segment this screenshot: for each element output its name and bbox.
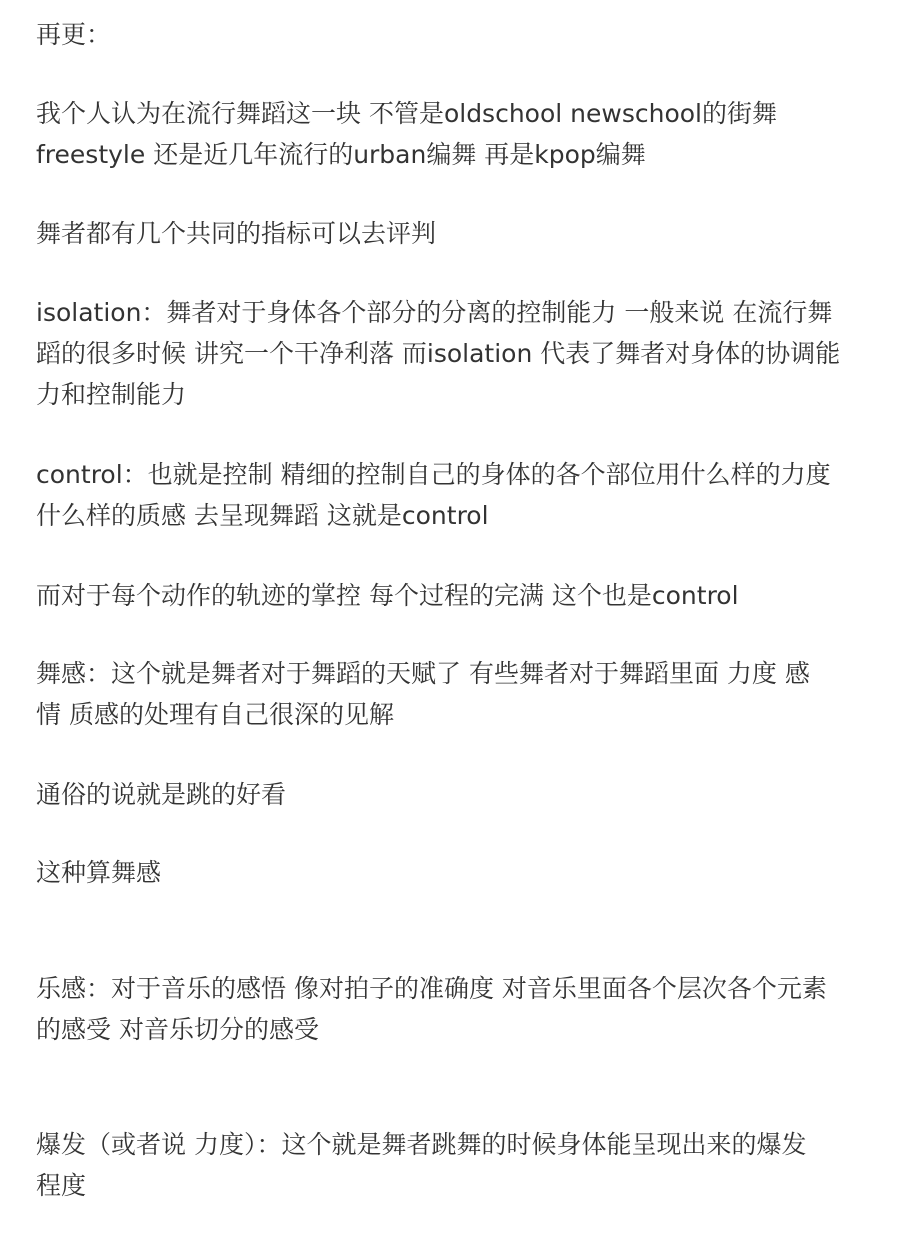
paragraph-dance-feel-note: [36, 852, 870, 893]
text-line: 乐感：对于音乐的感悟 像对拍子的准确度 对音乐里面各个层次各个元素: [36, 974, 827, 1003]
text-line: 通俗的说就是跳的好看: [36, 780, 287, 809]
text-line: 这种算舞感: [36, 858, 162, 887]
paragraph-musicality: [36, 968, 870, 1050]
text-line: 爆发（或者说 力度）：这个就是舞者跳舞的时候身体能呈现出来的爆发: [36, 1130, 807, 1159]
text-line: 舞感：这个就是舞者对于舞蹈的天赋了 有些舞者对于舞蹈里面 力度 感: [36, 659, 810, 688]
paragraph-criteria: [36, 213, 870, 254]
paragraph-control: [36, 454, 870, 536]
text-line: isolation：舞者对于身体各个部分的分离的控制能力 一般来说 在流行舞: [36, 298, 833, 327]
text-line: 程度: [36, 1171, 87, 1200]
paragraph-intro: [36, 93, 870, 175]
text-line: 舞者都有几个共同的指标可以去评判: [36, 219, 437, 248]
text-line: control：也就是控制 精细的控制自己的身体的各个部位用什么样的力度: [36, 460, 831, 489]
text-line: 再更：: [36, 20, 112, 49]
paragraph-isolation: [36, 292, 870, 415]
text-line: 我个人认为在流行舞蹈这一块 不管是oldschool newschool的街舞: [36, 99, 777, 128]
paragraph-popular-saying: [36, 774, 870, 815]
text-line: 而对于每个动作的轨迹的掌控 每个过程的完满 这个也是control: [36, 581, 739, 610]
text-line: 蹈的很多时候 讲究一个干净利落 而isolation 代表了舞者对身体的协调能: [36, 339, 841, 368]
paragraph-dance-feel: [36, 653, 870, 735]
text-line: freestyle 还是近几年流行的urban编舞 再是kpop编舞: [36, 140, 646, 169]
text-line: 什么样的质感 去呈现舞蹈 这就是control: [36, 501, 489, 530]
text-line: 情 质感的处理有自己很深的见解: [36, 700, 394, 729]
text-line: 力和控制能力: [36, 380, 187, 409]
text-line: 的感受 对音乐切分的感受: [36, 1015, 319, 1044]
paragraph-power: [36, 1124, 870, 1206]
paragraph-control-trajectory: [36, 575, 870, 616]
paragraph-update-heading: [36, 14, 870, 55]
